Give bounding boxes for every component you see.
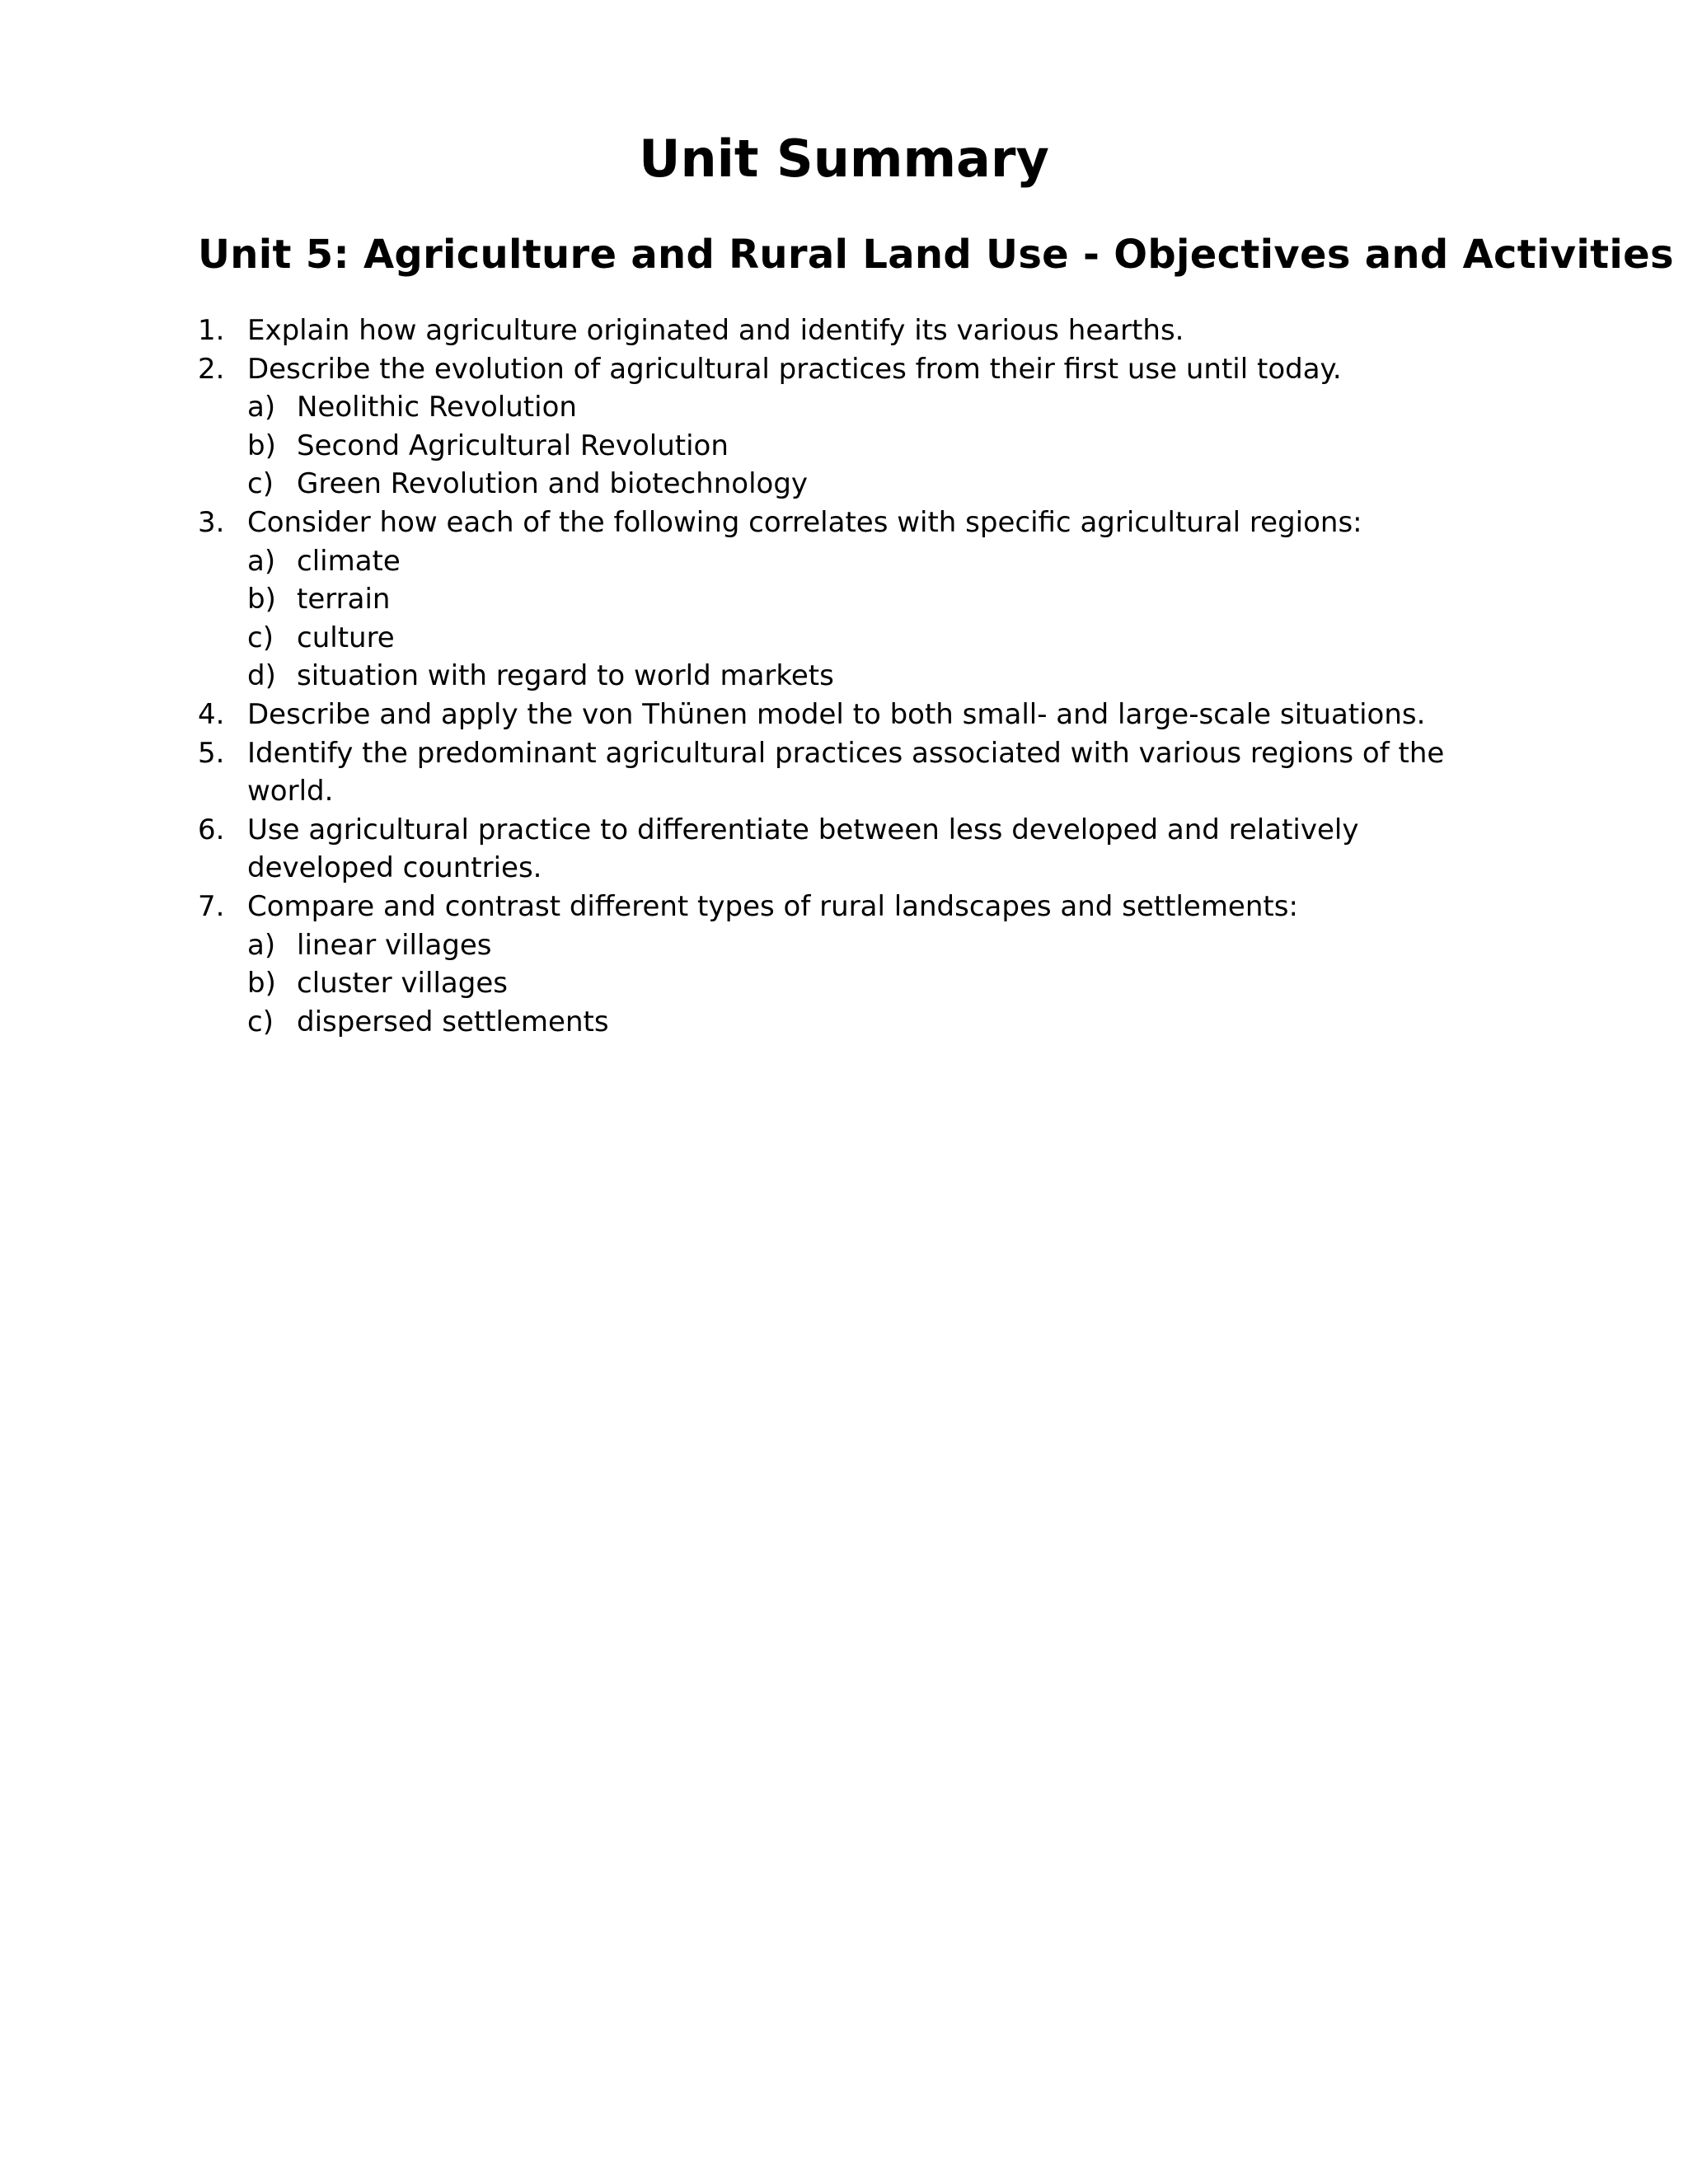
sub-objective-item bbox=[247, 657, 1484, 696]
sub-objective-list bbox=[247, 542, 1484, 696]
sub-objective-letter: b) bbox=[247, 967, 276, 1001]
unit-subtitle: Unit 5: Agriculture and Rural Land Use - Objectives and Activities bbox=[198, 232, 1674, 278]
objective-number: 2. bbox=[198, 352, 225, 386]
sub-objective-text: Green Revolution and biotechnology bbox=[297, 467, 809, 501]
objective-text: Use agricultural practice to differentiate between less developed and relatively developed countries. bbox=[247, 813, 1359, 885]
objective-item bbox=[198, 312, 1484, 350]
sub-objective-text: cluster villages bbox=[297, 967, 508, 1001]
sub-objective-list bbox=[247, 926, 1484, 1042]
sub-objective-item bbox=[247, 465, 1484, 504]
objective-item bbox=[198, 734, 1484, 811]
sub-objective-text: culture bbox=[297, 621, 395, 654]
objective-text: Describe the evolution of agricultural practices from their first use until today. bbox=[247, 352, 1342, 386]
objective-number: 5. bbox=[198, 736, 225, 770]
sub-objective-item bbox=[247, 964, 1484, 1003]
sub-objective-item bbox=[247, 619, 1484, 658]
sub-objective-letter: b) bbox=[247, 583, 276, 616]
objective-number: 6. bbox=[198, 813, 225, 846]
page-title: Unit Summary bbox=[639, 129, 1049, 189]
objective-text: Explain how agriculture originated and identify its various hearths. bbox=[247, 314, 1184, 347]
objective-number: 4. bbox=[198, 697, 225, 731]
sub-objective-letter: d) bbox=[247, 659, 276, 693]
sub-objective-letter: a) bbox=[247, 928, 276, 962]
sub-objective-letter: a) bbox=[247, 391, 276, 424]
sub-objective-list bbox=[247, 388, 1484, 504]
sub-objective-text: Second Agricultural Revolution bbox=[297, 429, 729, 462]
sub-objective-item bbox=[247, 580, 1484, 619]
objective-text: Describe and apply the von Thünen model to both small- and large-scale situations. bbox=[247, 697, 1426, 731]
objective-text: Compare and contrast different types of rural landscapes and settlements: bbox=[247, 889, 1298, 923]
sub-objective-letter: b) bbox=[247, 429, 276, 462]
objective-item bbox=[198, 696, 1484, 734]
sub-objective-item bbox=[247, 542, 1484, 581]
sub-objective-text: situation with regard to world markets bbox=[297, 659, 834, 693]
sub-objective-text: Neolithic Revolution bbox=[297, 391, 577, 424]
sub-objective-item bbox=[247, 926, 1484, 965]
sub-objective-text: linear villages bbox=[297, 928, 492, 962]
sub-objective-letter: c) bbox=[247, 467, 274, 501]
sub-objective-text: climate bbox=[297, 544, 401, 578]
objective-item bbox=[198, 888, 1484, 1041]
sub-objective-text: dispersed settlements bbox=[297, 1005, 609, 1038]
objective-item bbox=[198, 350, 1484, 504]
sub-objective-letter: c) bbox=[247, 621, 274, 654]
sub-objective-letter: c) bbox=[247, 1005, 274, 1038]
objective-number: 1. bbox=[198, 314, 225, 347]
objective-text: Identify the predominant agricultural practices associated with various regions of the world. bbox=[247, 736, 1445, 808]
objective-item bbox=[198, 811, 1484, 888]
objective-text: Consider how each of the following correlates with specific agricultural regions: bbox=[247, 505, 1362, 539]
objectives-list bbox=[198, 312, 1484, 1041]
objective-number: 7. bbox=[198, 889, 225, 923]
sub-objective-item bbox=[247, 388, 1484, 427]
sub-objective-item bbox=[247, 427, 1484, 466]
sub-objective-item bbox=[247, 1003, 1484, 1042]
sub-objective-letter: a) bbox=[247, 544, 276, 578]
sub-objective-text: terrain bbox=[297, 583, 391, 616]
objective-number: 3. bbox=[198, 505, 225, 539]
objective-item bbox=[198, 504, 1484, 696]
